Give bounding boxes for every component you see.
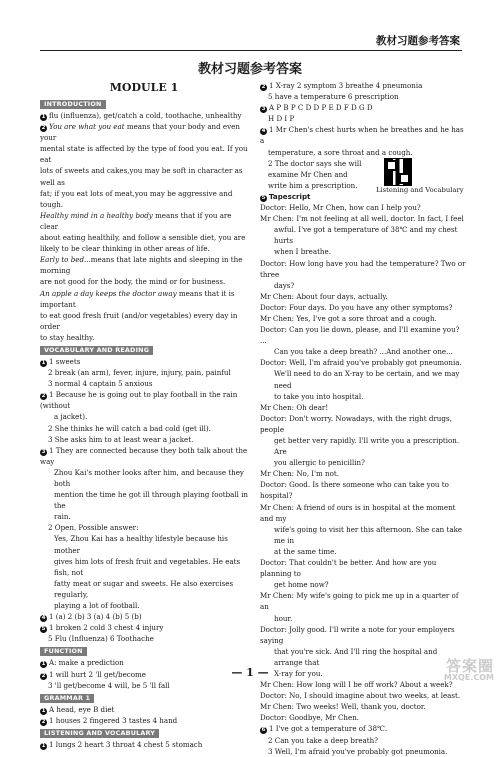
- watermark-text: 答案圈: [445, 657, 494, 675]
- circled-number-1: 1: [41, 359, 46, 366]
- section-tag-grammar: GRAMMAR 1: [40, 694, 94, 703]
- answer-line: 5 1 broken 2 cold 3 chest 4 injury: [41, 623, 164, 633]
- answer-line: Yes, Zhou Kai has a healthy lifestyle because his mother: [54, 534, 228, 555]
- dialogue-line: days?: [274, 280, 295, 290]
- answer-line: 2 Can you take a deep breath?: [268, 735, 378, 745]
- answer-line: An apple a day keeps the doctor away means that it is important: [40, 288, 235, 309]
- circled-number-2: 2: [41, 393, 46, 400]
- watermark-logo: [428, 657, 494, 691]
- dialogue-line: that you're sick. And I'll ring the hospital and arrange that: [274, 646, 438, 667]
- answer-line: a jacket).: [54, 412, 88, 422]
- answer-line: 2 1 will hurt 2 'll get/become: [41, 669, 146, 679]
- answer-line: Early to bed...means that late nights and sleeping in the morning: [40, 255, 243, 276]
- dialogue-line: Doctor: Well, I'm afraid you've probably got pneumonia.: [260, 358, 462, 368]
- dialogue-line: Doctor: That couldn't be better. And how are you planning to: [260, 558, 437, 579]
- circled-number-5: 5: [41, 626, 46, 633]
- answer-line: 6 1 I've got a temperature of 38℃.: [261, 724, 388, 734]
- dialogue-line: get better very rapidly. I'll write you a prescription. Are: [274, 436, 460, 457]
- qr-code-icon[interactable]: [384, 158, 412, 186]
- dialogue-line: get home now?: [274, 580, 329, 590]
- answer-line: lots of sweets and cakes,you may be soft in character as well as: [40, 166, 243, 187]
- answer-line: 4 1 (a) 2 (b) 3 (a) 4 (b) 5 (b): [41, 612, 142, 622]
- header-rule: [40, 50, 462, 51]
- section-tag-listening-vocabulary: LISTENING AND VOCABULARY: [40, 729, 159, 738]
- dialogue-line: when I breathe.: [274, 247, 331, 257]
- dialogue-line: Mr Chen: No, I'm not.: [260, 469, 339, 479]
- dialogue-line: Mr Chen: About four days, actually.: [260, 291, 388, 301]
- answer-line: 2 She thinks he will catch a bad cold (get ill).: [48, 423, 211, 433]
- answer-line: to eat good fresh fruit (and/or vegetables) every day in order: [40, 310, 238, 331]
- circled-number-1: 1: [41, 114, 46, 120]
- page-title: 教材习题参考答案: [197, 62, 302, 77]
- answer-line: are not good for the body, the mind or for business.: [40, 277, 226, 287]
- running-header: 教材习题参考答案: [376, 35, 460, 47]
- circled-number-4: 4: [261, 128, 266, 135]
- dialogue-line: Mr Chen: I'm not feeling at all well, doctor. In fact, I feel: [260, 214, 464, 224]
- answer-line: 3 A P B P C D D P E D F D G D: [261, 103, 373, 113]
- answer-line: to stay healthy.: [40, 332, 95, 342]
- answer-line: 3 'll get/become 4 will, be 5 'll fall: [48, 680, 170, 690]
- dialogue-line: Mr Chen: Oh dear!: [260, 402, 329, 412]
- dialogue-line: X-ray for you.: [274, 668, 323, 678]
- section-tag-introduction: INTRODUCTION: [40, 100, 106, 109]
- answer-line: 5 Flu (Influenza) 6 Toothache: [48, 634, 154, 644]
- dialogue-line: wife's going to visit her this afternoon. She can take me in: [274, 524, 463, 545]
- dialogue-line: Doctor: Good. Is there someone who can take you to hospital?: [260, 480, 449, 501]
- answer-line: 1 A head, eye B diet: [41, 704, 115, 714]
- answer-line: 3 normal 4 captain 5 anxious: [48, 379, 153, 389]
- dialogue-line: Doctor: Don't worry. Nowadays, with the right drugs, people: [260, 413, 452, 434]
- dialogue-line: Doctor: How long have you had the temperature? Two or three: [260, 258, 466, 279]
- circled-number-6: 6: [261, 727, 266, 734]
- answer-line: 1 flu (influenza), get/catch a cold, toothache, unhealthy: [41, 111, 242, 120]
- answer-line: 3 Well, I'm afraid you've probably got pneumonia.: [268, 746, 448, 756]
- answer-line: likely to be clear thinking in other areas of life.: [40, 244, 210, 254]
- answer-line: 2 Open. Possible answer:: [48, 523, 139, 533]
- circled-number-1: 1: [41, 661, 46, 668]
- dialogue-line: Mr Chen: Yes, I've got a sore throat and a cough.: [260, 313, 437, 323]
- circled-number-5: 5: [261, 194, 266, 201]
- answer-line: fatty meat or sugar and sweets. He also exercises regularly,: [54, 578, 234, 599]
- circled-number-3: 3: [261, 106, 266, 113]
- answer-line: write him a prescription.: [268, 180, 358, 190]
- dialogue-line: you allergic to penicillin?: [274, 458, 365, 468]
- section-tag-vocabulary-reading: VOCABULARY AND READING: [40, 346, 153, 355]
- answer-line: 1 1 sweets: [41, 356, 81, 366]
- answer-line: Zhou Kai's mother looks after him, and because they both: [54, 467, 244, 488]
- dialogue-line: Mr Chen: My wife's going to pick me up in a quarter of an: [260, 591, 459, 612]
- answer-line: 4 1 Mr Chen's chest hurts when he breathes and he has a: [260, 125, 464, 146]
- circled-number-1: 1: [41, 742, 46, 749]
- dialogue-line: Mr Chen: How long will I be off work? About a week?: [260, 680, 453, 690]
- dialogue-line: at the same time.: [274, 546, 337, 556]
- answer-line: 2 1 X-ray 2 symptom 3 breathe 4 pneumonia: [261, 81, 423, 90]
- circled-number-3: 3: [41, 448, 46, 455]
- dialogue-line: Doctor: Goodbye, Mr Chen.: [260, 713, 360, 723]
- answer-line: mental state is affected by the type of food you eat. If you eat: [40, 144, 248, 165]
- answer-line: 2 1 houses 2 fingered 3 tastes 4 hand: [41, 715, 178, 725]
- answer-line: rain.: [54, 512, 71, 522]
- answer-line: 2 The doctor says she will: [268, 158, 362, 168]
- answer-line: temperature, a sore throat and a cough.: [268, 147, 413, 157]
- answer-line: Healthy mind in a healthy body means that if you are clear: [40, 210, 232, 231]
- answer-line: 3 She asks him to at least wear a jacket.: [48, 434, 194, 444]
- left-column: [40, 80, 248, 750]
- section-tag-function: FUNCTION: [40, 647, 87, 656]
- qr-code-label: Listening and Vocabulary: [376, 186, 464, 194]
- answer-line: fat; if you eat lots of meat,you may be aggressive and tough.: [40, 188, 233, 209]
- circled-number-1: 1: [41, 707, 46, 714]
- answer-line: 2 break (an arm), fever, injure, injury, pain, painful: [48, 368, 231, 378]
- right-column: [260, 80, 466, 757]
- dialogue-line: Can you take a deep breath? ...And another one...: [274, 347, 453, 357]
- tapescript-label: Tapescript: [269, 191, 311, 201]
- circled-number-4: 4: [41, 615, 46, 622]
- circled-number-2: 2: [41, 718, 46, 725]
- answer-line: H D I P: [268, 114, 295, 124]
- dialogue-line: Doctor: Jolly good. I'll write a note for your employers saying: [260, 624, 455, 645]
- answer-line: playing a lot of football.: [54, 601, 140, 611]
- answer-line: 1 A: make a prediction: [41, 658, 124, 668]
- circled-number-2: 2: [41, 672, 46, 679]
- dialogue-line: Doctor: No, I should imagine about two weeks, at least.: [260, 691, 461, 701]
- circled-number-2: 2: [41, 125, 46, 132]
- dialogue-line: Doctor: Four days. Do you have any other symptoms?: [260, 302, 453, 312]
- answer-line: about eating healthily, and follow a sensible diet, you are: [40, 233, 246, 243]
- answer-line: examine Mr Chen and: [268, 169, 348, 179]
- answer-line: 3 1 They are connected because they both talk about the way: [40, 445, 248, 466]
- page-number: — 1 —: [231, 666, 269, 679]
- answer-line: mention the time he got ill through playing football in the: [54, 490, 248, 511]
- dialogue-line: awful. I've got a temperature of 38℃ and my chest hurts: [274, 225, 458, 246]
- answer-line: 2 1 Because he is going out to play football in the rain (without: [40, 390, 238, 411]
- dialogue-line: to take you into hospital.: [274, 391, 364, 401]
- answer-line: 2 You are what you eat means that your body and even your: [40, 122, 240, 143]
- answer-line: 5 have a temperature 6 prescription: [268, 92, 399, 102]
- dialogue-line: Mr Chen: A friend of ours is in hospital at the moment and my: [260, 502, 456, 523]
- answer-line: 1 1 lungs 2 heart 3 throat 4 chest 5 stomach: [41, 739, 203, 749]
- answer-line: gives him lots of fresh fruit and vegetables. He eats fish, not: [54, 556, 241, 577]
- module-heading: MODULE 1: [109, 81, 179, 94]
- dialogue-line: We'll need to do an X-ray to be certain, and we may need: [274, 369, 460, 390]
- dialogue-line: Doctor: Can you lie down, please, and I'll examine you? ...: [260, 325, 460, 346]
- dialogue-line: Mr Chen: Two weeks! Well, thank you, doctor.: [260, 702, 426, 712]
- dialogue-line: hour.: [274, 613, 293, 623]
- dialogue-line: Doctor: Hello, Mr Chen, how can I help you?: [260, 203, 421, 213]
- watermark-url: MXQE.COM: [443, 673, 494, 682]
- circled-number-2: 2: [261, 84, 266, 90]
